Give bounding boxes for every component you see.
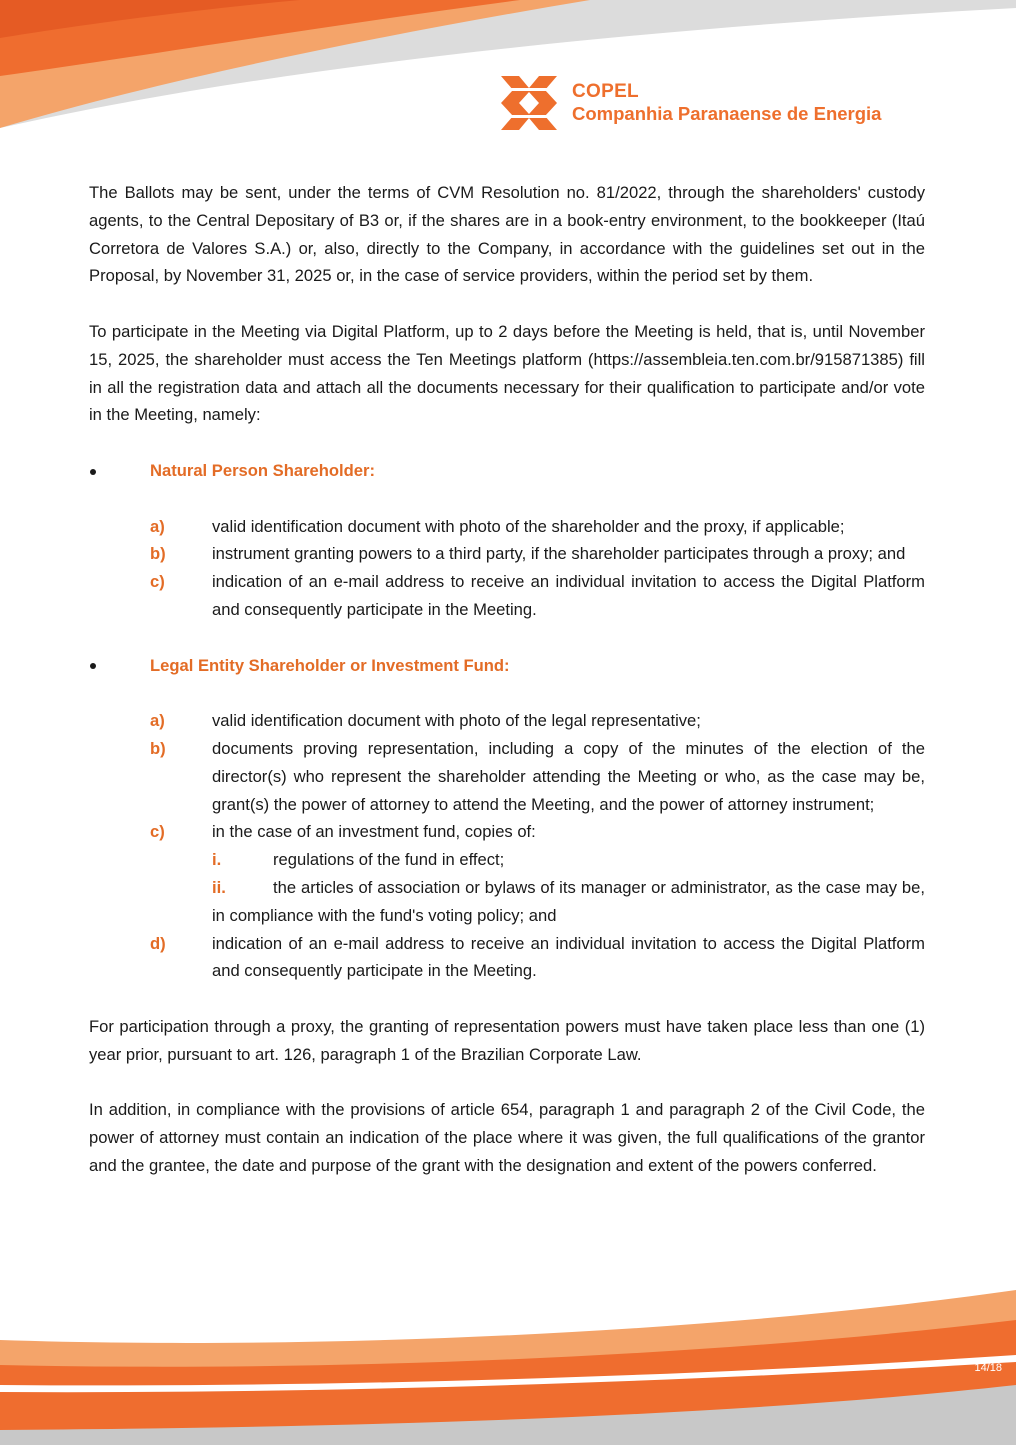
list-item-text: valid identification document with photo of the shareholder and the proxy, if applicable; [212,516,845,536]
list-item [89,930,925,986]
list-marker: b) [150,738,166,758]
section-title: Natural Person Shareholder: [150,460,375,480]
list-marker: b) [150,544,166,564]
list-item-text: indication of an e-mail address to receive an individual invitation to access the Digital Platform and consequently participate in the Meeting. [212,933,925,981]
list-item-text: instrument granting powers to a third party, if the shareholder participates through a proxy; and [212,544,906,564]
paragraph-digital-platform: To participate in the Meeting via Digital Platform, up to 2 days before the Meeting is held, that is, until November 15, 2025, the shareholder must access the Ten Meetings platform (https://assembleia.ten.com.br/915871385) fill in all the registration data and attach all the documents necessary for their qualification to participate and/or vote in the Meeting, namely: [89,321,925,425]
list-marker: a) [150,516,165,536]
copel-logo [501,76,881,130]
paragraph-civil-code: In addition, in compliance with the provisions of article 654, paragraph 1 and paragraph 2 of the Civil Code, the power of attorney must contain an indication of the place where it was given, the full qualifications of the grantor and the grantee, the date and purpose of the grant with the designation and extent of the powers conferred. [89,1100,925,1175]
sub-list-item [89,874,925,930]
brand-name: COPEL [572,81,639,102]
sub-list-marker: ii. [212,877,226,897]
paragraph-ballots: The Ballots may be sent, under the terms of CVM Resolution no. 81/2022, through the shareholders' custody agents, to the Central Depositary of B3 or, if the shares are in a book-entry environment, to the bookkeeper (Itaú Corretora de Valores S.A.) or, also, directly to the Company, in accordance with the guidelines set out in the Proposal, by November 31, 2025 or, in the case of service providers, within the period set by them. [89,183,925,286]
footer-decoration [0,1280,1016,1445]
list-item [89,540,925,568]
list-item-text: documents proving representation, including a copy of the minutes of the election of the director(s) who represent the shareholder attending the Meeting or who, as the case may be, grant(s) the power of attorney to attend the Meeting, and the power of attorney instrument; [212,738,925,814]
section-legal-entity [89,652,925,680]
section-natural-person [89,457,925,485]
paragraph-proxy: For participation through a proxy, the granting of representation powers must have taken place less than one (1) year prior, pursuant to art. 126, paragraph 1 of the Brazilian Corporate Law. [89,1016,925,1064]
list-item [89,568,925,624]
list-marker: a) [150,711,165,731]
list-item-text: valid identification document with photo of the legal representative; [212,711,701,731]
list-item [89,707,925,735]
list-marker: d) [150,933,166,953]
list-marker: c) [150,822,165,842]
sub-list-item-text: regulations of the fund in effect; [273,850,505,870]
copel-logo-icon [501,76,557,130]
sub-list-marker: i. [212,850,222,870]
page-number: 14/18 [974,1362,1002,1374]
list-item-text: indication of an e-mail address to receive an individual invitation to access the Digital Platform and consequently participate in the Meeting. [212,572,925,619]
bullet-icon [90,469,96,475]
list-item [89,735,925,818]
section-title: Legal Entity Shareholder or Investment Fund: [150,655,510,675]
sub-list-item-text: the articles of association or bylaws of its manager or administrator, as the case may be, in compliance with the fund's voting policy; and [212,877,925,925]
brand-subtitle: Companhia Paranaense de Energia [572,103,882,124]
list-item-text: in the case of an investment fund, copies of: [212,822,536,842]
list-item [89,513,925,541]
list-marker: c) [150,572,165,592]
list-item [89,818,925,846]
sub-list-item [89,846,925,874]
bullet-icon [90,663,96,669]
document-body [89,179,925,1180]
